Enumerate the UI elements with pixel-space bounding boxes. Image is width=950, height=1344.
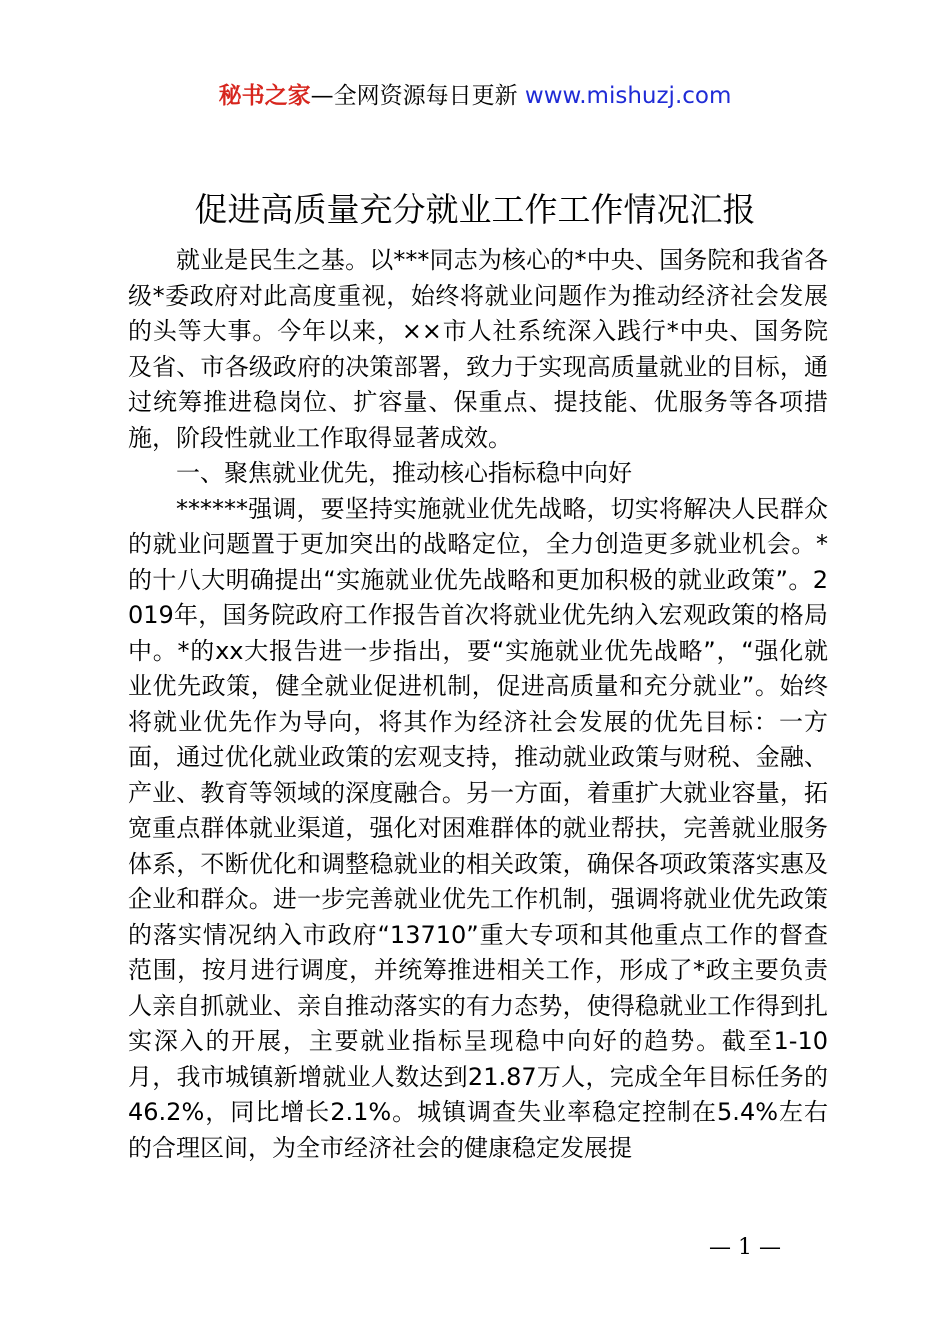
document-title: 促进高质量充分就业工作工作情况汇报 [194,190,756,229]
section-heading-1: 一、聚焦就业优先，推动核心指标稳中向好 [176,459,632,487]
paragraph-section-1: ******强调，要坚持实施就业优先战略，切实将解决人民群众的就业问题置于更加突出的战略定位，全力创造更多就业机会。*的十八大明确提出“实施就业优先战略和更加积极的就业政策”。2019年，国务院政府工作报告首次将就业优先纳入宏观政策的格局中。*的xx大报告进一步指出，要“实施就业优先战略”，“强化就业优先政策，健全就业促进机制，促进高质量和充分就业”。始终将就业优先作为导向，将其作为经济社会发展的优先目标：一方面，通过优化就业政策的宏观支持，推动就业政策与财税、金融、产业、教育等领域的深度融合。另一方面，着重扩大就业容量，拓宽重点群体就业渠道，强化对困难群体的就业帮扶，完善就业服务体系，不断优化和调整稳就业的相关政策，确保各项政策落实惠及企业和群众。进一步完善就业优先工作机制，强调将就业优先政策的落实情况纳入市政府“13710”重大专项和其他重点工作的督查范围，按月进行调度，并统筹推进相关工作，形成了*政主要负责人亲自抓就业、亲自推动落实的有力态势，使得稳就业工作得到扎实深入的开展，主要就业指标呈现稳中向好的趋势。截至1-10月，我市城镇新增就业人数达到21.87万人，完成全年目标任务的46.2%，同比增长2.1%。城镇调查失业率稳定控制在5.4%左右的合理区间，为全市经济社会的健康稳定发展提 [128,494,828,1162]
page-number: — 1 — [709,1235,781,1260]
document-body [128,243,828,1166]
paragraph-intro: 就业是民生之基。以***同志为核心的*中央、国务院和我省各级*委政府对此高度重视，始终将就业问题作为推动经济社会发展的头等大事。今年以来，××市人社系统深入践行*中央、国务院及省、市各级政府的决策部署，致力于实现高质量就业的目标，通过统筹推进稳岗位、扩容量、保重点、提技能、优服务等各项措施，阶段性就业工作取得显著成效。 [128,246,828,452]
site-brand: 秘书之家 [218,83,311,109]
site-url-link[interactable]: www.mishuzj.com [524,83,732,109]
site-tagline: —全网资源每日更新 [310,83,518,109]
site-header [0,80,950,112]
